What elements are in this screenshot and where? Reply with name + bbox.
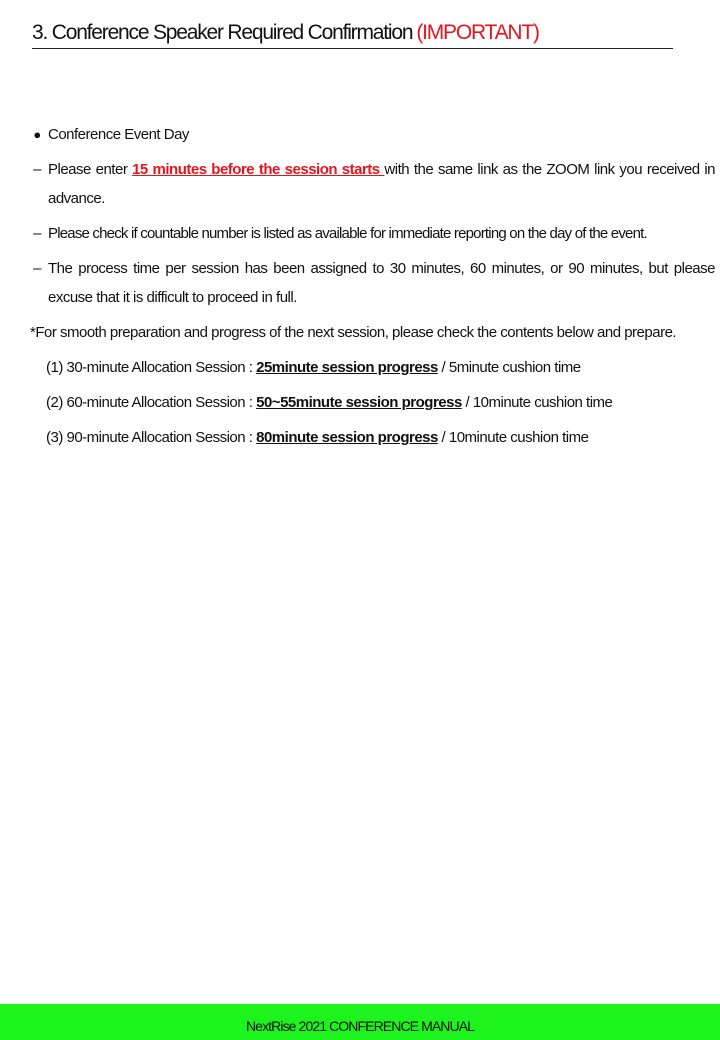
dash-item-after: with the same link as the ZOOM link you received in advance.: [48, 161, 715, 207]
dash-icon: –: [33, 260, 41, 277]
dash-item-enter-early: [30, 155, 715, 213]
filled-circle-icon: ●: [33, 127, 41, 142]
important-label: (IMPORTANT): [416, 21, 539, 44]
dash-icon: –: [33, 161, 41, 178]
footer-title: NextRise 2021 CONFERENCE MANUAL: [245, 1018, 475, 1034]
dash-item-before: Please enter: [48, 161, 133, 178]
session-item-30: [30, 353, 715, 382]
footer-bar: [0, 1004, 720, 1040]
section-title: 3. Conference Speaker Required Confirmation: [32, 21, 413, 44]
highlight-15-minutes: 15 minutes before the session starts: [132, 161, 385, 178]
session-progress: 50~55minute session progress: [256, 394, 462, 411]
session-item-90: [30, 423, 715, 452]
section-heading: [32, 18, 673, 49]
session-progress: 25minute session progress: [256, 359, 438, 376]
session-cushion: / 10minute cushion time: [437, 429, 589, 446]
event-day-bullet: [30, 120, 715, 149]
dash-item-text: The process time per session has been assigned to 30 minutes, 60 minutes, or 90 minutes, but please excuse that it is difficult to proceed in full.: [48, 260, 715, 306]
event-day-label: Conference Event Day: [48, 126, 189, 143]
dash-item-process-time: [30, 254, 715, 312]
dash-item-text: [48, 155, 715, 213]
session-item-60: [30, 388, 715, 417]
preparation-note: *For smooth preparation and progress of the next session, please check the contents below and prepare.: [30, 324, 677, 341]
session-progress: 80minute session progress: [256, 429, 438, 446]
session-label: (1) 30-minute Allocation Session :: [46, 359, 257, 376]
session-cushion: / 5minute cushion time: [437, 359, 581, 376]
session-label: (2) 60-minute Allocation Session :: [46, 394, 257, 411]
dash-item-text: Please check if countable number is listed as available for immediate reporting on the day of the event.: [48, 225, 647, 242]
session-label: (3) 90-minute Allocation Session :: [46, 429, 257, 446]
section-content: [30, 120, 715, 458]
dash-icon: –: [33, 225, 41, 242]
session-cushion: / 10minute cushion time: [461, 394, 613, 411]
dash-item-countable-number: [30, 219, 715, 248]
